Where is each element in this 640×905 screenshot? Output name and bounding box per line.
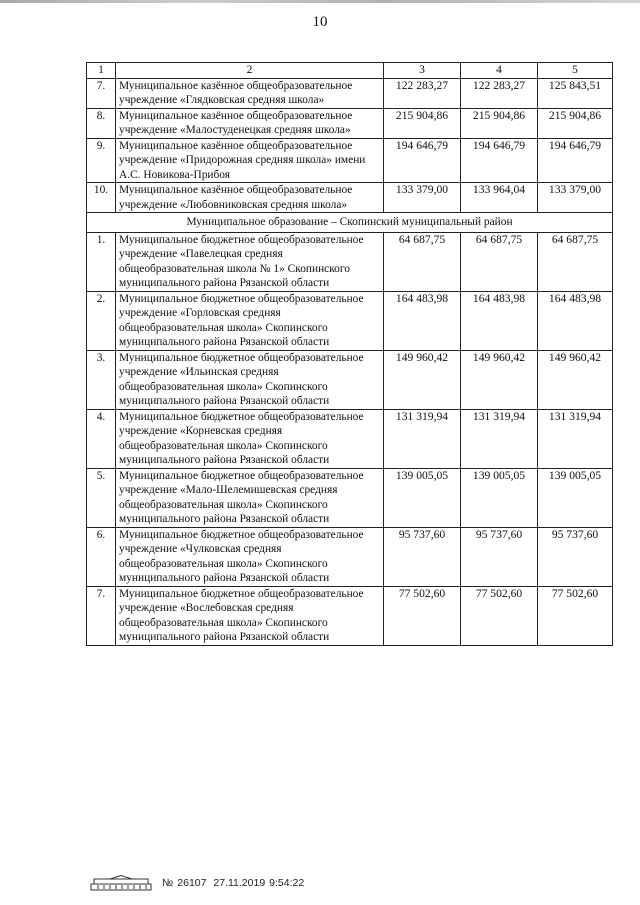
- document-footer: [90, 874, 308, 892]
- value-col4: 131 319,94: [461, 409, 538, 468]
- registry-logo-icon: [90, 875, 152, 891]
- value-col5: 149 960,42: [538, 350, 613, 409]
- row-number: 9.: [87, 138, 116, 183]
- value-col5: 131 319,94: [538, 409, 613, 468]
- row-number: 7.: [87, 586, 116, 645]
- row-number: 6.: [87, 527, 116, 586]
- value-col4: 149 960,42: [461, 350, 538, 409]
- header-cell: 5: [538, 63, 613, 79]
- section-title: Муниципальное образование – Скопинский муниципальный район: [87, 213, 613, 233]
- header-cell: 3: [384, 63, 461, 79]
- page-number: 10: [312, 14, 328, 30]
- value-col5: 133 379,00: [538, 183, 613, 213]
- value-col5: 95 737,60: [538, 527, 613, 586]
- institution-name: Муниципальное бюджетное общеобразовательное учреждение «Ильинская средняя общеобразовательная школа» Скопинского муниципального района Рязанской области: [116, 350, 384, 409]
- registration-date: 27.11.2019: [213, 877, 266, 889]
- table-row: [87, 350, 613, 409]
- row-number: 1.: [87, 232, 116, 291]
- registration-number: 26107: [177, 877, 207, 889]
- institution-name: Муниципальное бюджетное общеобразовательное учреждение «Павелецкая средняя общеобразовательная школа № 1» Скопинского муниципального района Рязанской области: [116, 232, 384, 291]
- row-number: 7.: [87, 78, 116, 108]
- value-col3: 133 379,00: [384, 183, 461, 213]
- row-number: 4.: [87, 409, 116, 468]
- value-col4: 215 904,86: [461, 108, 538, 138]
- row-number: 3.: [87, 350, 116, 409]
- value-col3: 164 483,98: [384, 291, 461, 350]
- institution-name: Муниципальное бюджетное общеобразовательное учреждение «Вослебовская средняя общеобразовательная школа» Скопинского муниципального района Рязанской области: [116, 586, 384, 645]
- value-col4: 139 005,05: [461, 468, 538, 527]
- value-col4: 64 687,75: [461, 232, 538, 291]
- institution-name: Муниципальное казённое общеобразовательное учреждение «Малостуденецкая средняя школа»: [116, 108, 384, 138]
- value-col3: 77 502,60: [384, 586, 461, 645]
- institution-name: Муниципальное казённое общеобразовательное учреждение «Придорожная средняя школа» имени А.С. Новикова-Прибоя: [116, 138, 384, 183]
- budget-table: [86, 62, 613, 646]
- institution-name: Муниципальное казённое общеобразовательное учреждение «Любовниковская средняя школа»: [116, 183, 384, 213]
- header-cell: 4: [461, 63, 538, 79]
- institution-name: Муниципальное бюджетное общеобразовательное учреждение «Чулковская средняя общеобразовательная школа» Скопинского муниципального района Рязанской области: [116, 527, 384, 586]
- value-col3: 64 687,75: [384, 232, 461, 291]
- row-number: 5.: [87, 468, 116, 527]
- value-col3: 149 960,42: [384, 350, 461, 409]
- row-number: 2.: [87, 291, 116, 350]
- value-col5: 215 904,86: [538, 108, 613, 138]
- table-row: [87, 138, 613, 183]
- table-row: [87, 78, 613, 108]
- row-number: 8.: [87, 108, 116, 138]
- registration-stamp: [162, 877, 308, 889]
- table-row: [87, 468, 613, 527]
- institution-name: Муниципальное бюджетное общеобразовательное учреждение «Корневская средняя общеобразовательная школа» Скопинского муниципального района Рязанской области: [116, 409, 384, 468]
- header-cell: 1: [87, 63, 116, 79]
- institution-name: Муниципальное бюджетное общеобразовательное учреждение «Горловская средняя общеобразовательная школа» Скопинского муниципального района Рязанской области: [116, 291, 384, 350]
- value-col4: 133 964,04: [461, 183, 538, 213]
- table-row: [87, 232, 613, 291]
- institution-name: Муниципальное бюджетное общеобразовательное учреждение «Мало-Шелемишевская средняя общеобразовательная школа» Скопинского муниципального района Рязанской области: [116, 468, 384, 527]
- institution-name: Муниципальное казённое общеобразовательное учреждение «Глядковская средняя школа»: [116, 78, 384, 108]
- table-row: [87, 409, 613, 468]
- value-col5: 194 646,79: [538, 138, 613, 183]
- value-col3: 122 283,27: [384, 78, 461, 108]
- value-col5: 139 005,05: [538, 468, 613, 527]
- row-number: 10.: [87, 183, 116, 213]
- value-col3: 95 737,60: [384, 527, 461, 586]
- value-col3: 131 319,94: [384, 409, 461, 468]
- value-col3: 215 904,86: [384, 108, 461, 138]
- value-col5: 125 843,51: [538, 78, 613, 108]
- table-row: [87, 527, 613, 586]
- value-col4: 95 737,60: [461, 527, 538, 586]
- value-col4: 164 483,98: [461, 291, 538, 350]
- value-col5: 164 483,98: [538, 291, 613, 350]
- table-row: [87, 108, 613, 138]
- registration-time: 9:54:22: [269, 877, 305, 889]
- value-col4: 122 283,27: [461, 78, 538, 108]
- value-col5: 64 687,75: [538, 232, 613, 291]
- value-col4: 77 502,60: [461, 586, 538, 645]
- table-row: [87, 586, 613, 645]
- number-sign: №: [162, 877, 174, 889]
- table-row: [87, 291, 613, 350]
- table-row: [87, 183, 613, 213]
- section-row: [87, 213, 613, 233]
- header-cell: 2: [116, 63, 384, 79]
- table-header-row: [87, 63, 613, 79]
- value-col3: 194 646,79: [384, 138, 461, 183]
- value-col5: 77 502,60: [538, 586, 613, 645]
- value-col3: 139 005,05: [384, 468, 461, 527]
- value-col4: 194 646,79: [461, 138, 538, 183]
- scan-top-edge: [0, 0, 640, 3]
